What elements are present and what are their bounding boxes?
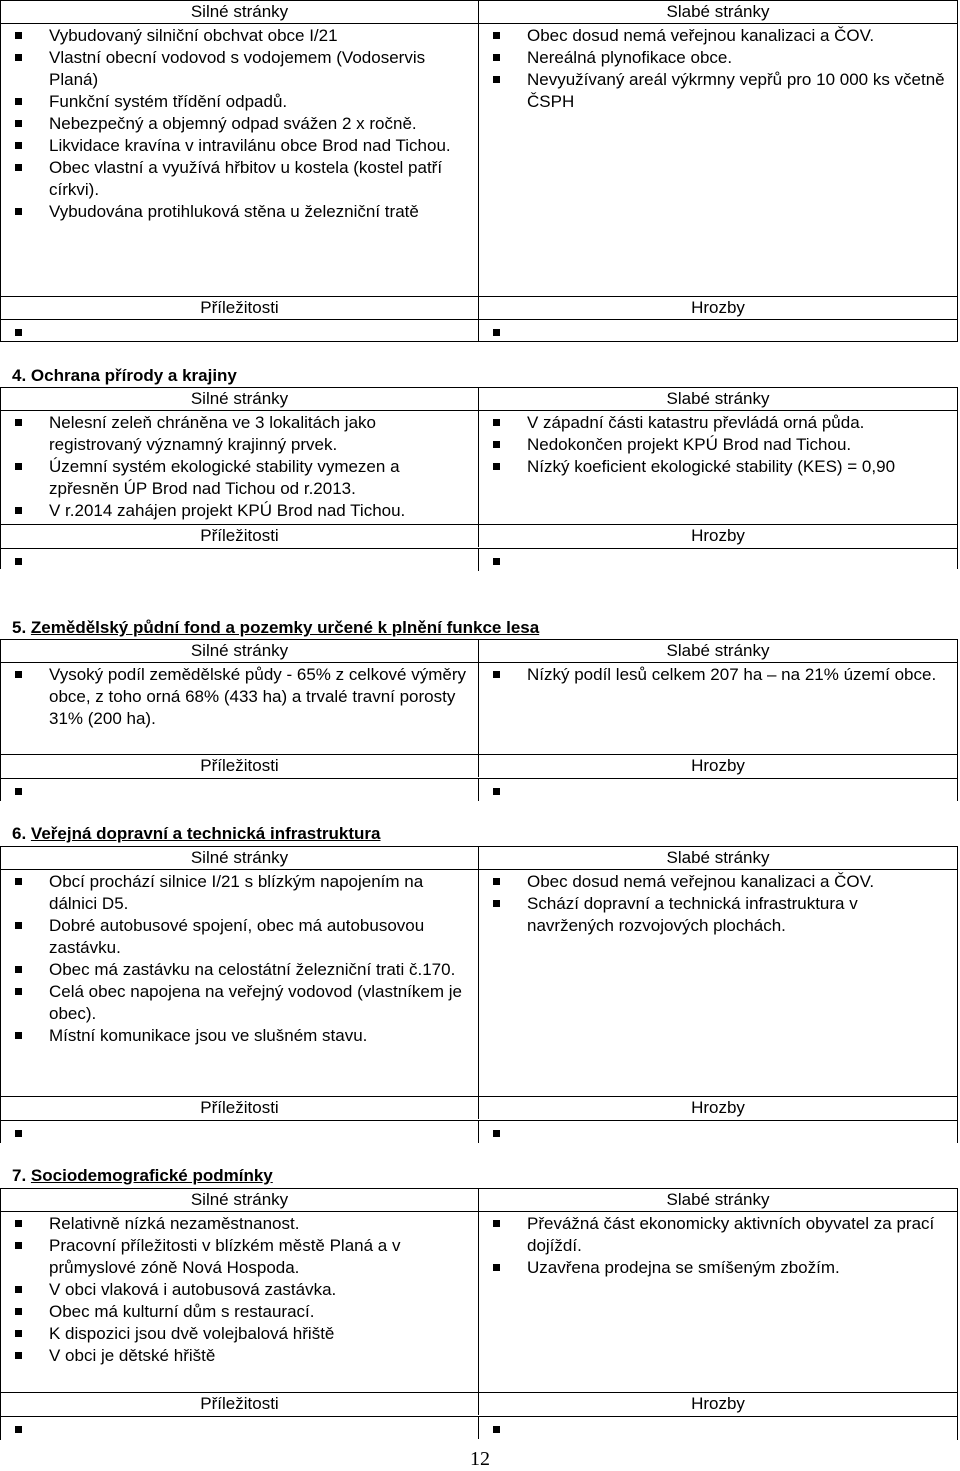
list-item: Likvidace kravína v intravilánu obce Brod nad Tichou. bbox=[1, 135, 478, 157]
list-item: Vysoký podíl zemědělské půdy - 65% z celkové výměry obce, z toho orná 68% (433 ha) a trvalé travní porosty 31% (200 ha). bbox=[1, 664, 478, 730]
list-item: V západní části katastru převládá orná půda. bbox=[479, 412, 957, 434]
swot-table-section-4 bbox=[0, 387, 958, 569]
list-item: Nízký koeficient ekologické stability (KES) = 0,90 bbox=[479, 456, 957, 478]
threats-empty-item bbox=[479, 1121, 957, 1143]
list-item: Obec dosud nemá veřejnou kanalizaci a ČOV. bbox=[479, 25, 957, 47]
swot-table-section-3 bbox=[0, 0, 958, 342]
list-item: Obcí prochází silnice I/21 s blízkým napojením na dálnici D5. bbox=[1, 871, 478, 915]
list-item: Obec má zastávku na celostátní železniční trati č.170. bbox=[1, 959, 478, 981]
list-item: Obec dosud nemá veřejnou kanalizaci a ČOV. bbox=[479, 871, 957, 893]
threats-header: Hrozby bbox=[691, 1098, 745, 1117]
weaknesses-list bbox=[479, 663, 957, 686]
threats-header: Hrozby bbox=[691, 298, 745, 317]
section-4-title: 4. Ochrana přírody a krajiny bbox=[12, 366, 237, 385]
list-item: Relativně nízká nezaměstnanost. bbox=[1, 1213, 478, 1235]
page-number: 12 bbox=[470, 1448, 490, 1470]
opportunities-empty-item bbox=[1, 1121, 479, 1143]
list-item: V r.2014 zahájen projekt KPÚ Brod nad Tichou. bbox=[1, 500, 478, 522]
section-5-title: 5. Zemědělský půdní fond a pozemky určené k plnění funkce lesa bbox=[12, 618, 540, 637]
list-item: Nebezpečný a objemný odpad svážen 2 x ročně. bbox=[1, 113, 478, 135]
swot-table-section-7 bbox=[0, 1188, 958, 1440]
strengths-list bbox=[1, 663, 478, 730]
strengths-header: Silné stránky bbox=[1, 388, 479, 410]
list-item: Územní systém ekologické stability vymezen a zpřesněn ÚP Brod nad Tichou od r.2013. bbox=[1, 456, 478, 500]
strengths-list bbox=[1, 870, 478, 1047]
weaknesses-list bbox=[479, 24, 957, 113]
strengths-header: Silné stránky bbox=[1, 1, 479, 23]
list-item: Vybudována protihluková stěna u železniční tratě bbox=[1, 201, 478, 223]
swot-table-section-5 bbox=[0, 639, 958, 801]
opportunities-header: Příležitosti bbox=[1, 1097, 479, 1119]
list-item: Nedokončen projekt KPÚ Brod nad Tichou. bbox=[479, 434, 957, 456]
opportunities-empty-item bbox=[1, 549, 479, 571]
weaknesses-list bbox=[479, 1212, 957, 1279]
opportunities-header: Příležitosti bbox=[1, 1393, 479, 1415]
weaknesses-header: Slabé stránky bbox=[666, 848, 770, 867]
list-item: Celá obec napojena na veřejný vodovod (vlastníkem je obec). bbox=[1, 981, 478, 1025]
strengths-header: Silné stránky bbox=[1, 640, 479, 662]
list-item: Nízký podíl lesů celkem 207 ha – na 21% území obce. bbox=[479, 664, 957, 686]
swot-table-section-6 bbox=[0, 846, 958, 1143]
opportunities-header: Příležitosti bbox=[1, 297, 479, 319]
list-item: Převážná část ekonomicky aktivních obyvatel za prací dojíždí. bbox=[479, 1213, 957, 1257]
list-item: Schází dopravní a technická infrastruktura v navržených rozvojových plochách. bbox=[479, 893, 957, 937]
strengths-list bbox=[1, 24, 478, 223]
opportunities-empty-item bbox=[1, 1417, 479, 1439]
weaknesses-header: Slabé stránky bbox=[666, 1190, 770, 1209]
strengths-list bbox=[1, 411, 478, 522]
list-item: Vlastní obecní vodovod s vodojemem (Vodoservis Planá) bbox=[1, 47, 478, 91]
weaknesses-header: Slabé stránky bbox=[666, 389, 770, 408]
weaknesses-list bbox=[479, 870, 957, 937]
threats-empty-item bbox=[479, 1417, 957, 1439]
list-item: Vybudovaný silniční obchvat obce I/21 bbox=[1, 25, 478, 47]
list-item: Dobré autobusové spojení, obec má autobusovou zastávku. bbox=[1, 915, 478, 959]
threats-header: Hrozby bbox=[691, 1394, 745, 1413]
list-item: Pracovní příležitosti v blízkém městě Planá a v průmyslové zóně Nová Hospoda. bbox=[1, 1235, 478, 1279]
list-item: V obci vlaková i autobusová zastávka. bbox=[1, 1279, 478, 1301]
list-item: V obci je dětské hřiště bbox=[1, 1345, 478, 1367]
opportunities-header: Příležitosti bbox=[1, 525, 479, 547]
threats-empty-item bbox=[479, 320, 957, 342]
opportunities-empty-item bbox=[1, 779, 479, 801]
list-item: Funkční systém třídění odpadů. bbox=[1, 91, 478, 113]
list-item: K dispozici jsou dvě volejbalová hřiště bbox=[1, 1323, 478, 1345]
list-item: Nereálná plynofikace obce. bbox=[479, 47, 957, 69]
threats-empty-item bbox=[479, 779, 957, 801]
threats-header: Hrozby bbox=[691, 526, 745, 545]
weaknesses-list bbox=[479, 411, 957, 478]
weaknesses-header: Slabé stránky bbox=[666, 2, 770, 21]
section-7-title: 7. Sociodemografické podmínky bbox=[12, 1166, 273, 1185]
strengths-list bbox=[1, 1212, 478, 1367]
strengths-header: Silné stránky bbox=[1, 847, 479, 869]
opportunities-header: Příležitosti bbox=[1, 755, 479, 777]
list-item: Místní komunikace jsou ve slušném stavu. bbox=[1, 1025, 478, 1047]
section-6-title: 6. Veřejná dopravní a technická infrastruktura bbox=[12, 824, 381, 843]
threats-header: Hrozby bbox=[691, 756, 745, 775]
list-item: Obec vlastní a využívá hřbitov u kostela (kostel patří církvi). bbox=[1, 157, 478, 201]
list-item: Uzavřena prodejna se smíšeným zbožím. bbox=[479, 1257, 957, 1279]
threats-empty-item bbox=[479, 549, 957, 571]
list-item: Nevyužívaný areál výkrmny vepřů pro 10 000 ks včetně ČSPH bbox=[479, 69, 957, 113]
strengths-header: Silné stránky bbox=[1, 1189, 479, 1211]
list-item: Nelesní zeleň chráněna ve 3 lokalitách jako registrovaný významný krajinný prvek. bbox=[1, 412, 478, 456]
list-item: Obec má kulturní dům s restaurací. bbox=[1, 1301, 478, 1323]
weaknesses-header: Slabé stránky bbox=[666, 641, 770, 660]
opportunities-empty-item bbox=[1, 320, 479, 342]
